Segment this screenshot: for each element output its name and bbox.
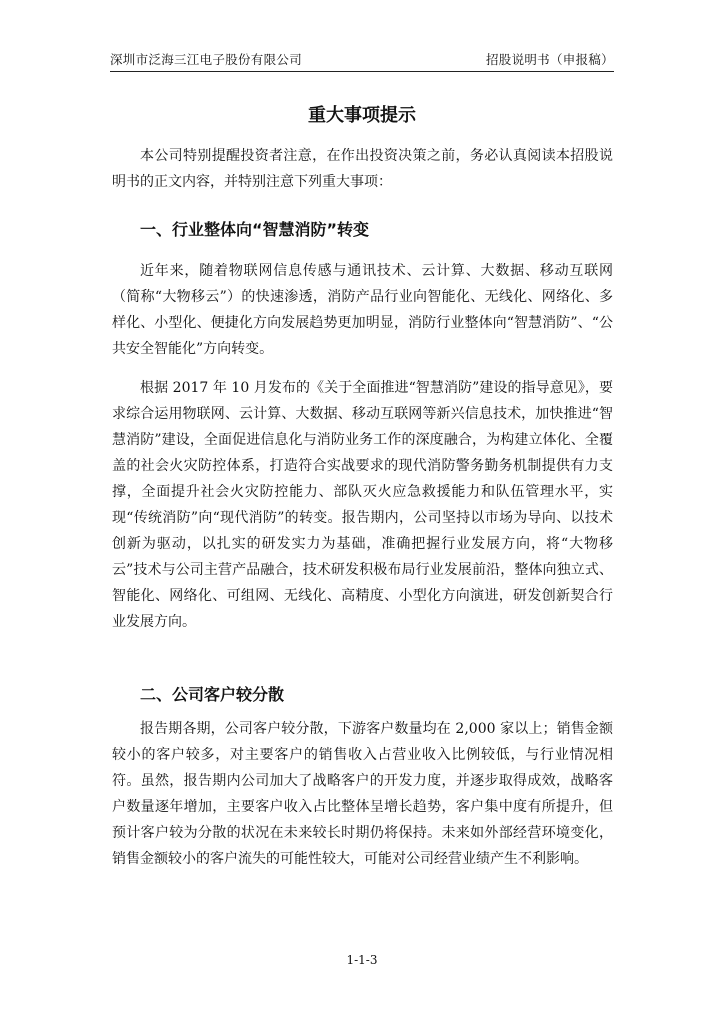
section-heading-customers: 二、公司客户较分散: [140, 685, 285, 704]
page-title: 重大事项提示: [308, 105, 416, 126]
industry-paragraph-1: 近年来，随着物联网信息传感与通讯技术、云计算、大数据、移动互联网（简称“大物移云”）的快速渗透，消防产品行业向智能化、无线化、网络化、多样化、小型化、便捷化方向发展趋势更加明显，消防行业整体向“智慧消防”、“公共安全智能化”方向转变。: [112, 263, 613, 357]
section-heading-industry: 一、行业整体向“智慧消防”转变: [140, 220, 370, 239]
header-company-name: 深圳市泛海三江电子股份有限公司: [110, 52, 303, 67]
industry-paragraph-2: 根据 2017 年 10 月发布的《关于全面推进“智慧消防”建设的指导意见》，要求综合运用物联网、云计算、大数据、移动互联网等新兴信息技术，加快推进“智慧消防”建设，全面促进信息化与消防业务工作的深度融合，为构建立体化、全覆盖的社会火灾防控体系，打造符合实战要求的现代消防警务勤务机制提供有力支撑，全面提升社会火灾防控能力、部队灭火应急救援能力和队伍管理水平，实现“传统消防”向“现代消防”的转变。报告期内，公司坚持以市场为导向、以技术创新为驱动，以扎实的研发实力为基础，准确把握行业发展方向，将“大物移云”技术与公司主营产品融合，技术研发积极布局行业发展前沿，整体向独立式、智能化、网络化、可组网、无线化、高精度、小型化方向演进，研发创新契合行业发展方向。: [112, 380, 613, 630]
header-document-type: 招股说明书（申报稿）: [485, 52, 614, 67]
page-header: [110, 50, 614, 70]
header-divider: [110, 71, 614, 72]
page-number: 1-1-3: [346, 953, 378, 967]
customers-paragraph: 报告期各期，公司客户较分散，下游客户数量均在 2,000 家以上；销售金额较小的客户较多，对主要客户的销售收入占营业收入比例较低，与行业情况相符。虽然，报告期内公司加大了战略客户的开发力度，并逐步取得成效，战略客户数量逐年增加，主要客户收入占比整体呈增长趋势，客户集中度有所提升，但预计客户较为分散的状况在未来较长时期仍将保持。未来如外部经营环境变化，销售金额较小的客户流失的可能性较大，可能对公司经营业绩产生不利影响。: [112, 721, 613, 867]
intro-paragraph: 本公司特别提醒投资者注意，在作出投资决策之前，务必认真阅读本招股说明书的正文内容，并特别注意下列重大事项：: [112, 148, 613, 190]
